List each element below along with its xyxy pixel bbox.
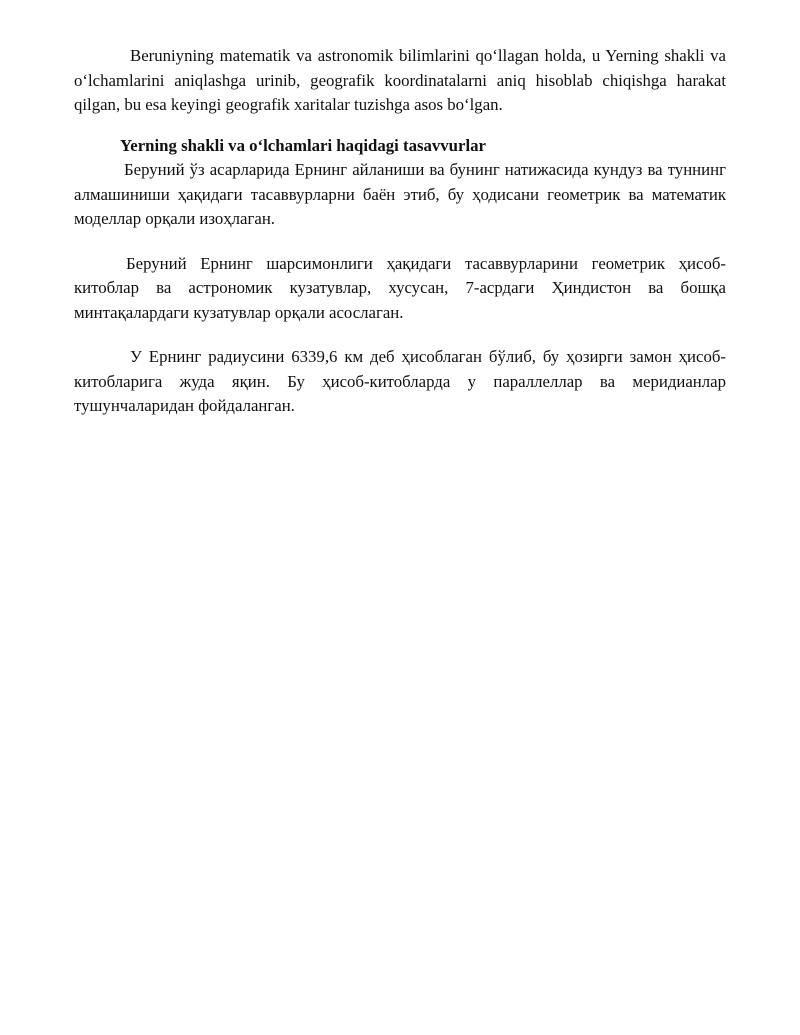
intro-paragraph: Beruniyning matematik va astronomik bilimlarini qo‘llagan holda, u Yerning shakli va o‘lchamlarini aniqlashga urinib, geografik koordinatalarni aniq hisoblab chiqishga harakat qilgan, bu esa keyingi geografik xaritalar tuzishga asos bo‘lgan.: [74, 46, 726, 114]
document-body: [74, 44, 726, 419]
body-paragraph-radius: У Ернинг радиусини 6339,6 км деб ҳисоблаган бўлиб, бу ҳозирги замон ҳисоб-китобларига жуда яқин. Бу ҳисоб-китобларда у параллеллар ва меридианлар тушунчаларидан фойдаланган.: [74, 347, 726, 415]
body-paragraph-rotation: Беруний ўз асарларида Ернинг айланиши ва бунинг натижасида кундуз ва туннинг алмашиниши ҳақидаги тасаввурларни баён этиб, бу ҳодисани геометрик ва математик моделлар орқали изоҳлаган.: [74, 160, 726, 228]
section-heading: Yerning shakli va o‘lchamlari haqidagi tasavvurlar: [120, 135, 486, 155]
body-paragraph-sphericity: Беруний Ернинг шарсимонлиги ҳақидаги тасаввурларини геометрик ҳисоб-китоблар ва астрономик кузатувлар, хусусан, 7-асрдаги Ҳиндистон ва бошқа минтақалардаги кузатувлар орқали асослаган.: [74, 253, 726, 322]
